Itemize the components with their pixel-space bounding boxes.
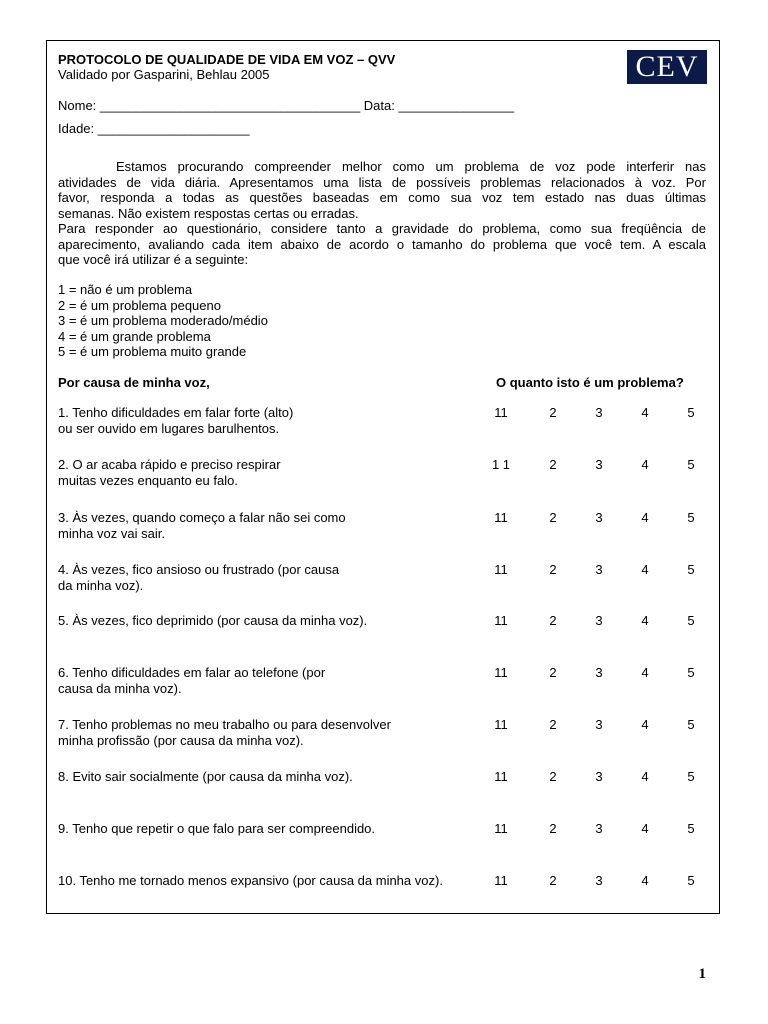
question-line: 8. Evito sair socialmente (por causa da minha voz).	[58, 769, 353, 784]
rating-option-1[interactable]: 11	[494, 510, 508, 525]
cev-logo	[627, 50, 707, 84]
rating-option-3[interactable]: 3	[595, 613, 603, 628]
rating-option-4[interactable]: 4	[641, 717, 649, 732]
question-line: 1. Tenho dificuldades em falar forte (alto)	[58, 405, 294, 420]
question-line: causa da minha voz).	[58, 680, 182, 696]
question-text	[58, 717, 488, 748]
question-text	[58, 562, 488, 593]
rating-option-1[interactable]: 11	[494, 717, 508, 732]
intro-line: aparecimento, avaliando cada item abaixo de acordo o tamanho do problema que você tem. A escala	[58, 236, 706, 252]
scale-item: 5 = é um problema muito grande	[58, 344, 247, 359]
rating-option-1[interactable]: 11	[494, 769, 508, 784]
rating-option-1[interactable]: 11	[494, 562, 508, 577]
age-line: Idade: _____________________	[58, 121, 250, 136]
question-line: ou ser ouvido em lugares barulhentos.	[58, 420, 280, 436]
name-date-line: Nome: ____________________________________ Data: ________________	[58, 98, 515, 113]
rating-option-2[interactable]: 2	[549, 510, 557, 525]
question-line: da minha voz).	[58, 577, 144, 593]
rating-option-3[interactable]: 3	[595, 873, 603, 888]
question-line: 5. Às vezes, fico deprimido (por causa da minha voz).	[58, 613, 368, 628]
table-header-right: O quanto isto é um problema?	[496, 375, 684, 390]
rating-option-3[interactable]: 3	[595, 665, 603, 680]
rating-option-1[interactable]: 1 1	[491, 457, 511, 472]
intro-line: atividades de vida diária. Apresentamos uma lista de possíveis problemas relacionados à voz. Por	[58, 174, 706, 190]
rating-option-5[interactable]: 5	[687, 821, 695, 836]
scale-item: 3 = é um problema moderado/médio	[58, 313, 268, 328]
rating-option-4[interactable]: 4	[641, 665, 649, 680]
rating-option-2[interactable]: 2	[549, 457, 557, 472]
rating-option-4[interactable]: 4	[641, 873, 649, 888]
scale-item: 4 = é um grande problema	[58, 329, 211, 344]
question-text	[58, 613, 488, 629]
question-line: minha voz vai sair.	[58, 525, 165, 541]
question-text	[58, 769, 488, 785]
rating-option-5[interactable]: 5	[687, 613, 695, 628]
intro-line: semanas. Não existem respostas certas ou erradas.	[58, 205, 359, 221]
rating-option-4[interactable]: 4	[641, 510, 649, 525]
rating-option-5[interactable]: 5	[687, 873, 695, 888]
rating-option-3[interactable]: 3	[595, 562, 603, 577]
rating-option-4[interactable]: 4	[641, 562, 649, 577]
rating-option-1[interactable]: 11	[494, 873, 508, 888]
question-text	[58, 457, 488, 488]
rating-option-5[interactable]: 5	[687, 510, 695, 525]
rating-option-3[interactable]: 3	[595, 821, 603, 836]
scale-item: 2 = é um problema pequeno	[58, 298, 221, 313]
intro-line: que você irá utilizar é a seguinte:	[58, 252, 249, 267]
scale-item: 1 = não é um problema	[58, 282, 193, 297]
rating-option-3[interactable]: 3	[595, 405, 603, 420]
question-text	[58, 665, 488, 696]
intro-line: Para responder ao questionário, considere tanto a gravidade do problema, como sua freqüência de	[58, 221, 706, 236]
intro-paragraph-1	[58, 159, 706, 221]
rating-option-4[interactable]: 4	[641, 457, 649, 472]
intro-line: Estamos procurando compreender melhor como um problema de voz pode interferir nas	[116, 159, 706, 174]
rating-option-3[interactable]: 3	[595, 457, 603, 472]
question-line: minha profissão (por causa da minha voz).	[58, 732, 304, 748]
rating-option-2[interactable]: 2	[549, 405, 557, 420]
rating-option-2[interactable]: 2	[549, 717, 557, 732]
rating-option-1[interactable]: 11	[494, 821, 508, 836]
rating-option-2[interactable]: 2	[549, 873, 557, 888]
rating-option-1[interactable]: 11	[494, 405, 508, 420]
rating-option-5[interactable]: 5	[687, 562, 695, 577]
rating-option-2[interactable]: 2	[549, 665, 557, 680]
rating-option-5[interactable]: 5	[687, 717, 695, 732]
question-line: 7. Tenho problemas no meu trabalho ou para desenvolver	[58, 717, 391, 732]
rating-option-1[interactable]: 11	[494, 665, 508, 680]
rating-option-5[interactable]: 5	[687, 457, 695, 472]
rating-option-4[interactable]: 4	[641, 769, 649, 784]
page-title: PROTOCOLO DE QUALIDADE DE VIDA EM VOZ – QVV	[58, 52, 396, 67]
rating-option-5[interactable]: 5	[687, 665, 695, 680]
question-line: muitas vezes enquanto eu falo.	[58, 472, 238, 488]
question-text	[58, 821, 488, 837]
rating-option-2[interactable]: 2	[549, 562, 557, 577]
question-text	[58, 405, 488, 436]
table-header-left: Por causa de minha voz,	[58, 375, 210, 390]
intro-line: favor, responda a todas as questões baseadas em como sua voz tem estado nas duas últimas	[58, 190, 706, 205]
page-number: 1	[698, 966, 706, 982]
rating-option-3[interactable]: 3	[595, 717, 603, 732]
question-text	[58, 510, 488, 541]
question-line: 10. Tenho me tornado menos expansivo (por causa da minha voz).	[58, 873, 443, 888]
rating-option-5[interactable]: 5	[687, 405, 695, 420]
rating-option-4[interactable]: 4	[641, 405, 649, 420]
question-text	[58, 873, 488, 889]
rating-option-4[interactable]: 4	[641, 613, 649, 628]
rating-option-1[interactable]: 11	[494, 613, 508, 628]
question-line: 4. Às vezes, fico ansioso ou frustrado (por causa	[58, 562, 340, 577]
question-line: 9. Tenho que repetir o que falo para ser compreendido.	[58, 821, 376, 836]
intro-paragraph-2	[58, 221, 706, 268]
question-line: 6. Tenho dificuldades em falar ao telefone (por	[58, 665, 326, 680]
rating-option-2[interactable]: 2	[549, 769, 557, 784]
question-line: 2. O ar acaba rápido e preciso respirar	[58, 457, 281, 472]
rating-option-3[interactable]: 3	[595, 769, 603, 784]
rating-option-2[interactable]: 2	[549, 821, 557, 836]
page-subtitle: Validado por Gasparini, Behlau 2005	[58, 67, 270, 82]
rating-option-4[interactable]: 4	[641, 821, 649, 836]
rating-option-3[interactable]: 3	[595, 510, 603, 525]
rating-option-5[interactable]: 5	[687, 769, 695, 784]
question-line: 3. Às vezes, quando começo a falar não sei como	[58, 510, 346, 525]
logo-text: CEV	[635, 50, 699, 83]
rating-option-2[interactable]: 2	[549, 613, 557, 628]
